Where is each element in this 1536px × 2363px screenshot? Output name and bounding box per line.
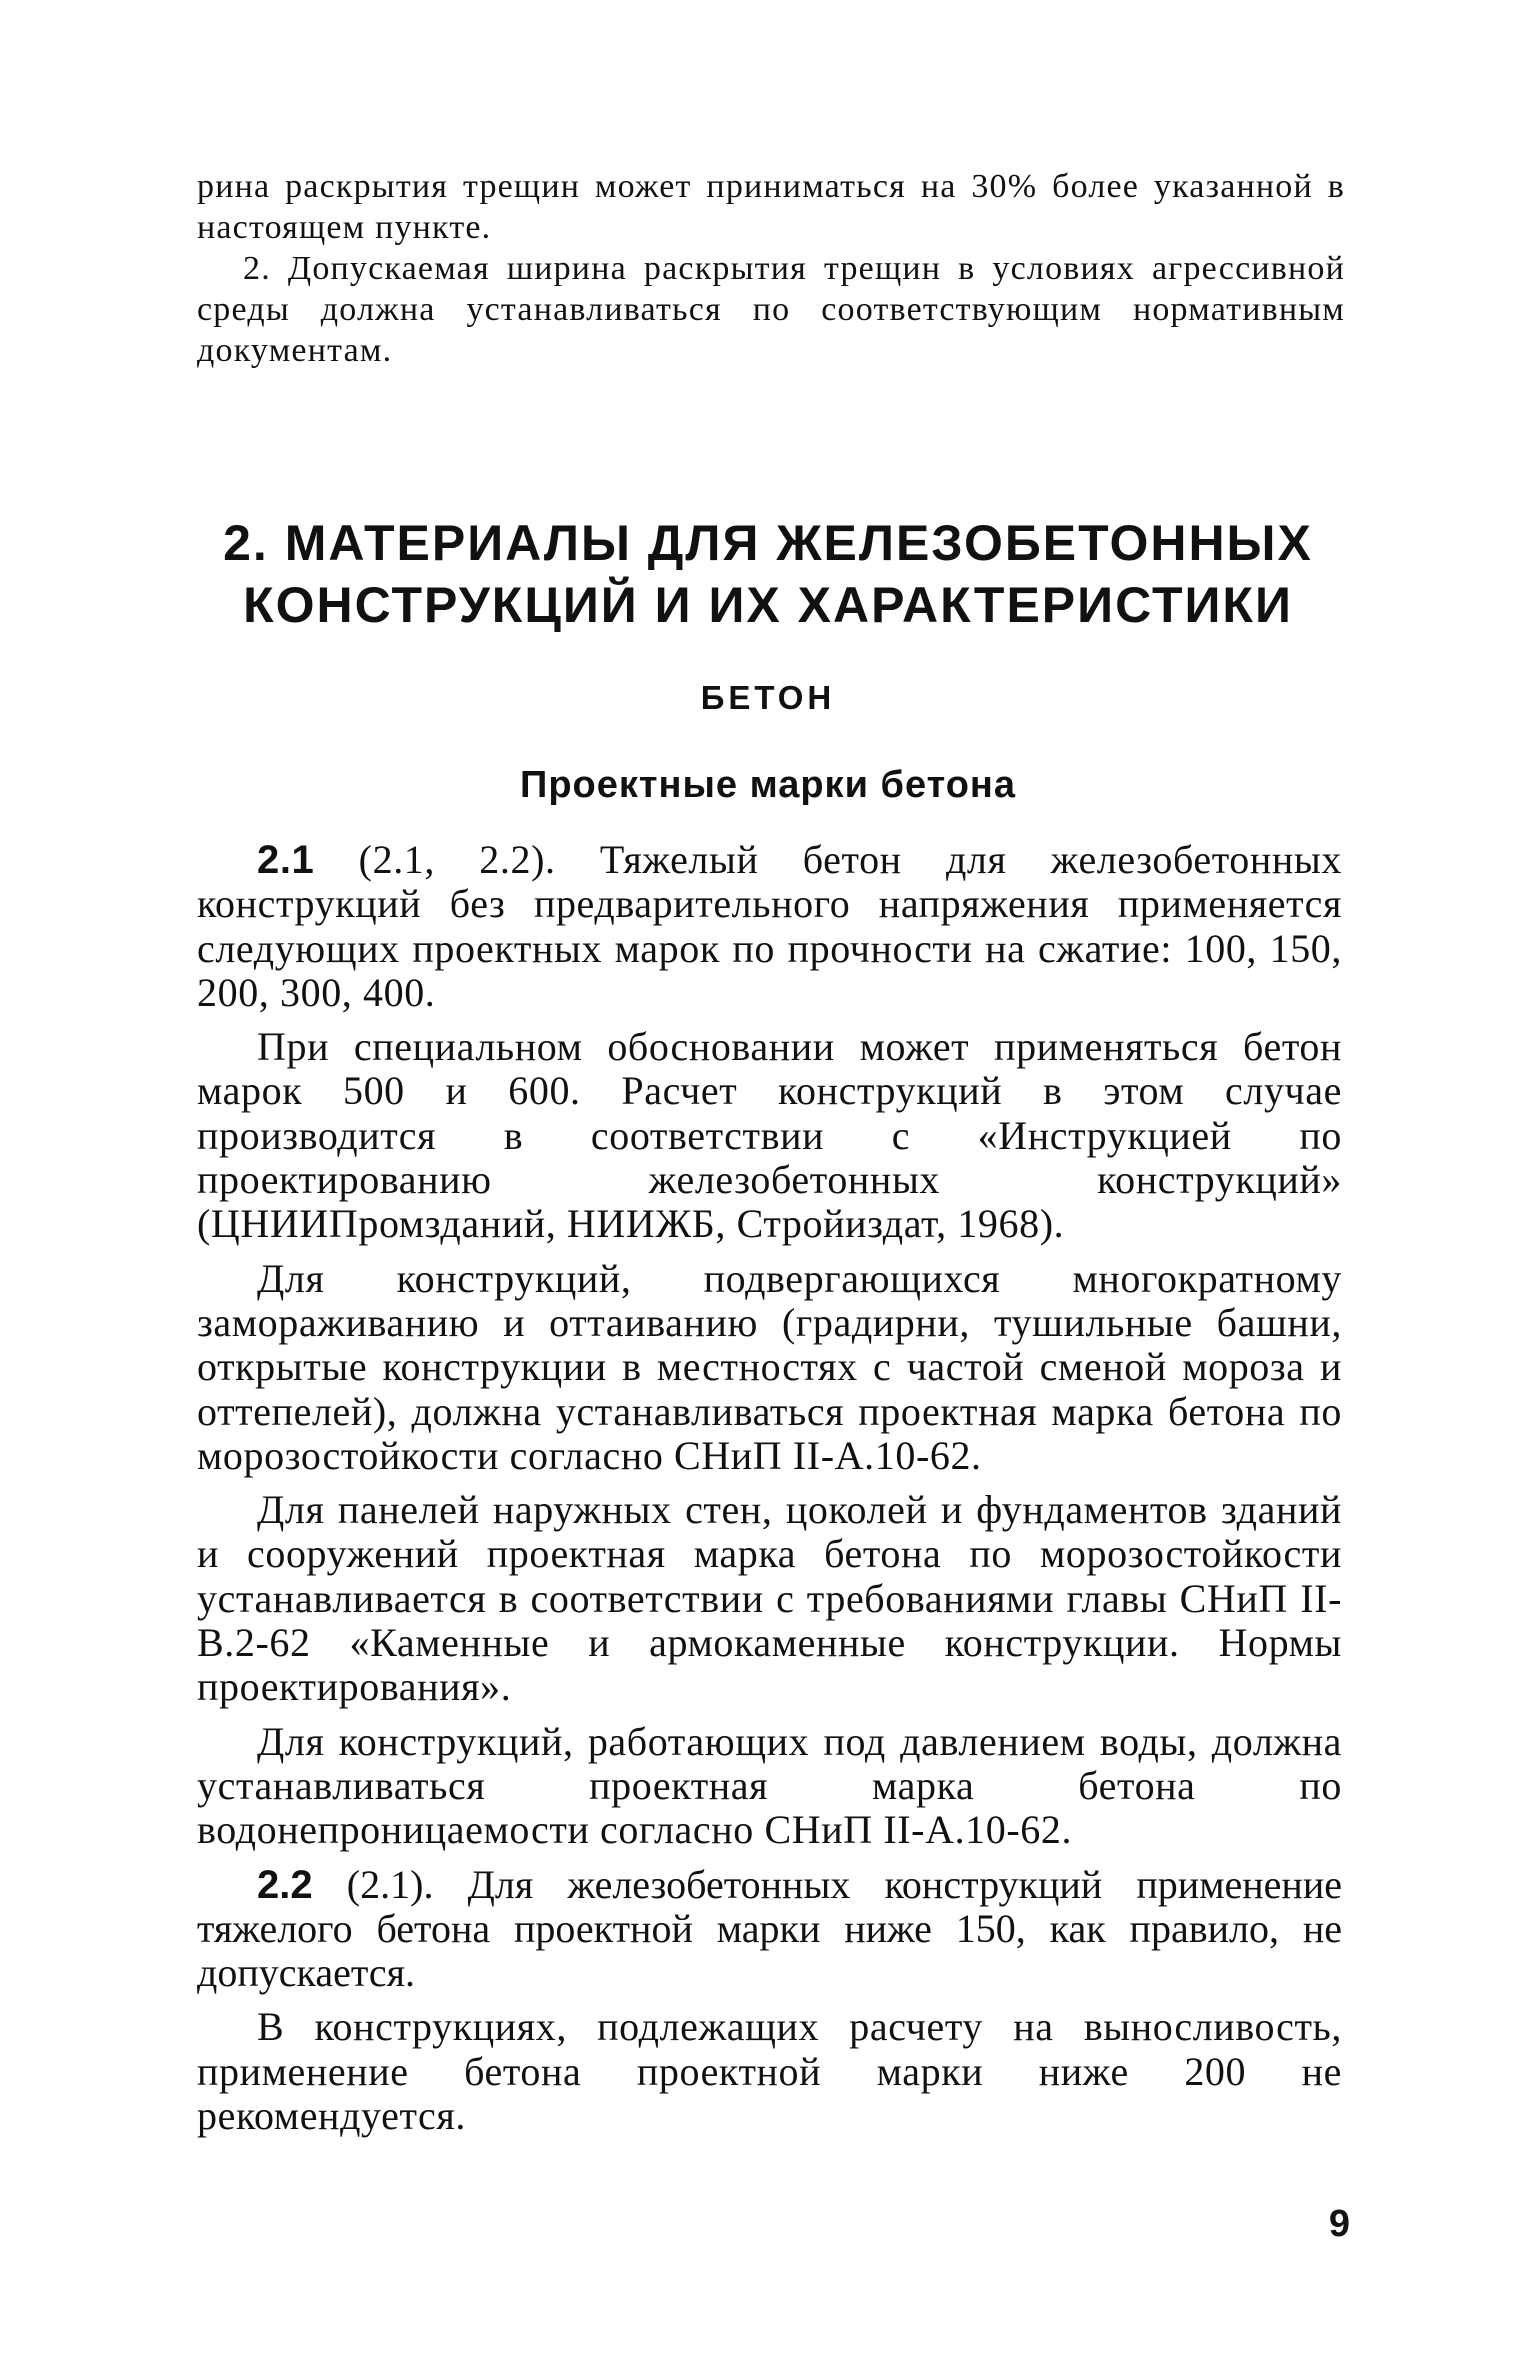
body-text — [197, 838, 1342, 2138]
chapter-title-line-1: 2. МАТЕРИАЛЫ ДЛЯ ЖЕЛЕЗОБЕТОННЫХ — [223, 515, 1313, 571]
paragraph-endurance: В конструкциях, подлежащих расчету на выносливость, применение бетона проектной марки ниже 200 не рекомендуется. — [197, 2004, 1342, 2139]
paragraph-water-pressure: Для конструкций, работающих под давлением воды, должна устанавливаться проектная марка бетона по водонепроницаемости согласно СНиП II-А.10-62. — [197, 1718, 1342, 1853]
paragraph-2-2 — [197, 1863, 1342, 1996]
clause-number: 2.1 — [257, 838, 315, 882]
page-number: 9 — [1328, 2203, 1350, 2245]
paragraph-wall-panels: Для панелей наружных стен, цоколей и фундаментов зданий и сооружений проектная марка бетона по морозостойкости устанавливается в соответствии с требованиями главы СНиП II-В.2-62 «Каменные и армокаменные конструкции. Нормы проектирования». — [197, 1487, 1342, 1710]
paragraph-text: (2.1). Для железобетонных конструкций применение тяжелого бетона проектной марки ниже 150, как правило, не допускается. — [197, 1861, 1342, 1996]
clause-number: 2.2 — [257, 1862, 313, 1907]
paragraph-frost-resistance: Для конструкций, подвергающихся многократному замораживанию и оттаиванию (градирни, тушильные башни, открытые конструкции в местностях с частой сменой мороза и оттепелей), должна устанавливаться проектная марка бетона по морозостойкости согласно СНиП II-А.10-62. — [197, 1255, 1342, 1478]
note-block — [197, 166, 1345, 371]
note-item-2: 2. Допускаемая ширина раскрытия трещин в условиях агрессивной среды должна устанавливаться по соответствующим нормативным документам. — [197, 250, 1345, 369]
chapter-title — [200, 512, 1336, 636]
subsection-title: Проектные марки бетона — [520, 764, 1016, 806]
paragraph-2-1 — [197, 838, 1342, 1015]
chapter-title-line-2: КОНСТРУКЦИЙ И ИХ ХАРАКТЕРИСТИКИ — [243, 577, 1293, 633]
note-continuation: рина раскрытия трещин может приниматься на 30% более указанной в настоящем пункте. — [197, 168, 1345, 246]
paragraph-special-grades: При специальном обосновании может применяться бетон марок 500 и 600. Расчет конструкций в этом случае производится в соответствии с «Инструкцией по проектированию железобетонных конструкций» (ЦНИИПромзданий, НИИЖБ, Стройиздат, 1968). — [197, 1024, 1342, 1247]
paragraph-text: (2.1, 2.2). Тяжелый бетон для железобетонных конструкций без предварительного напряжения применяется следующих проектных марок по прочности на сжатие: 100, 150, 200, 300, 400. — [197, 837, 1342, 1015]
section-title: БЕТОН — [700, 679, 836, 716]
